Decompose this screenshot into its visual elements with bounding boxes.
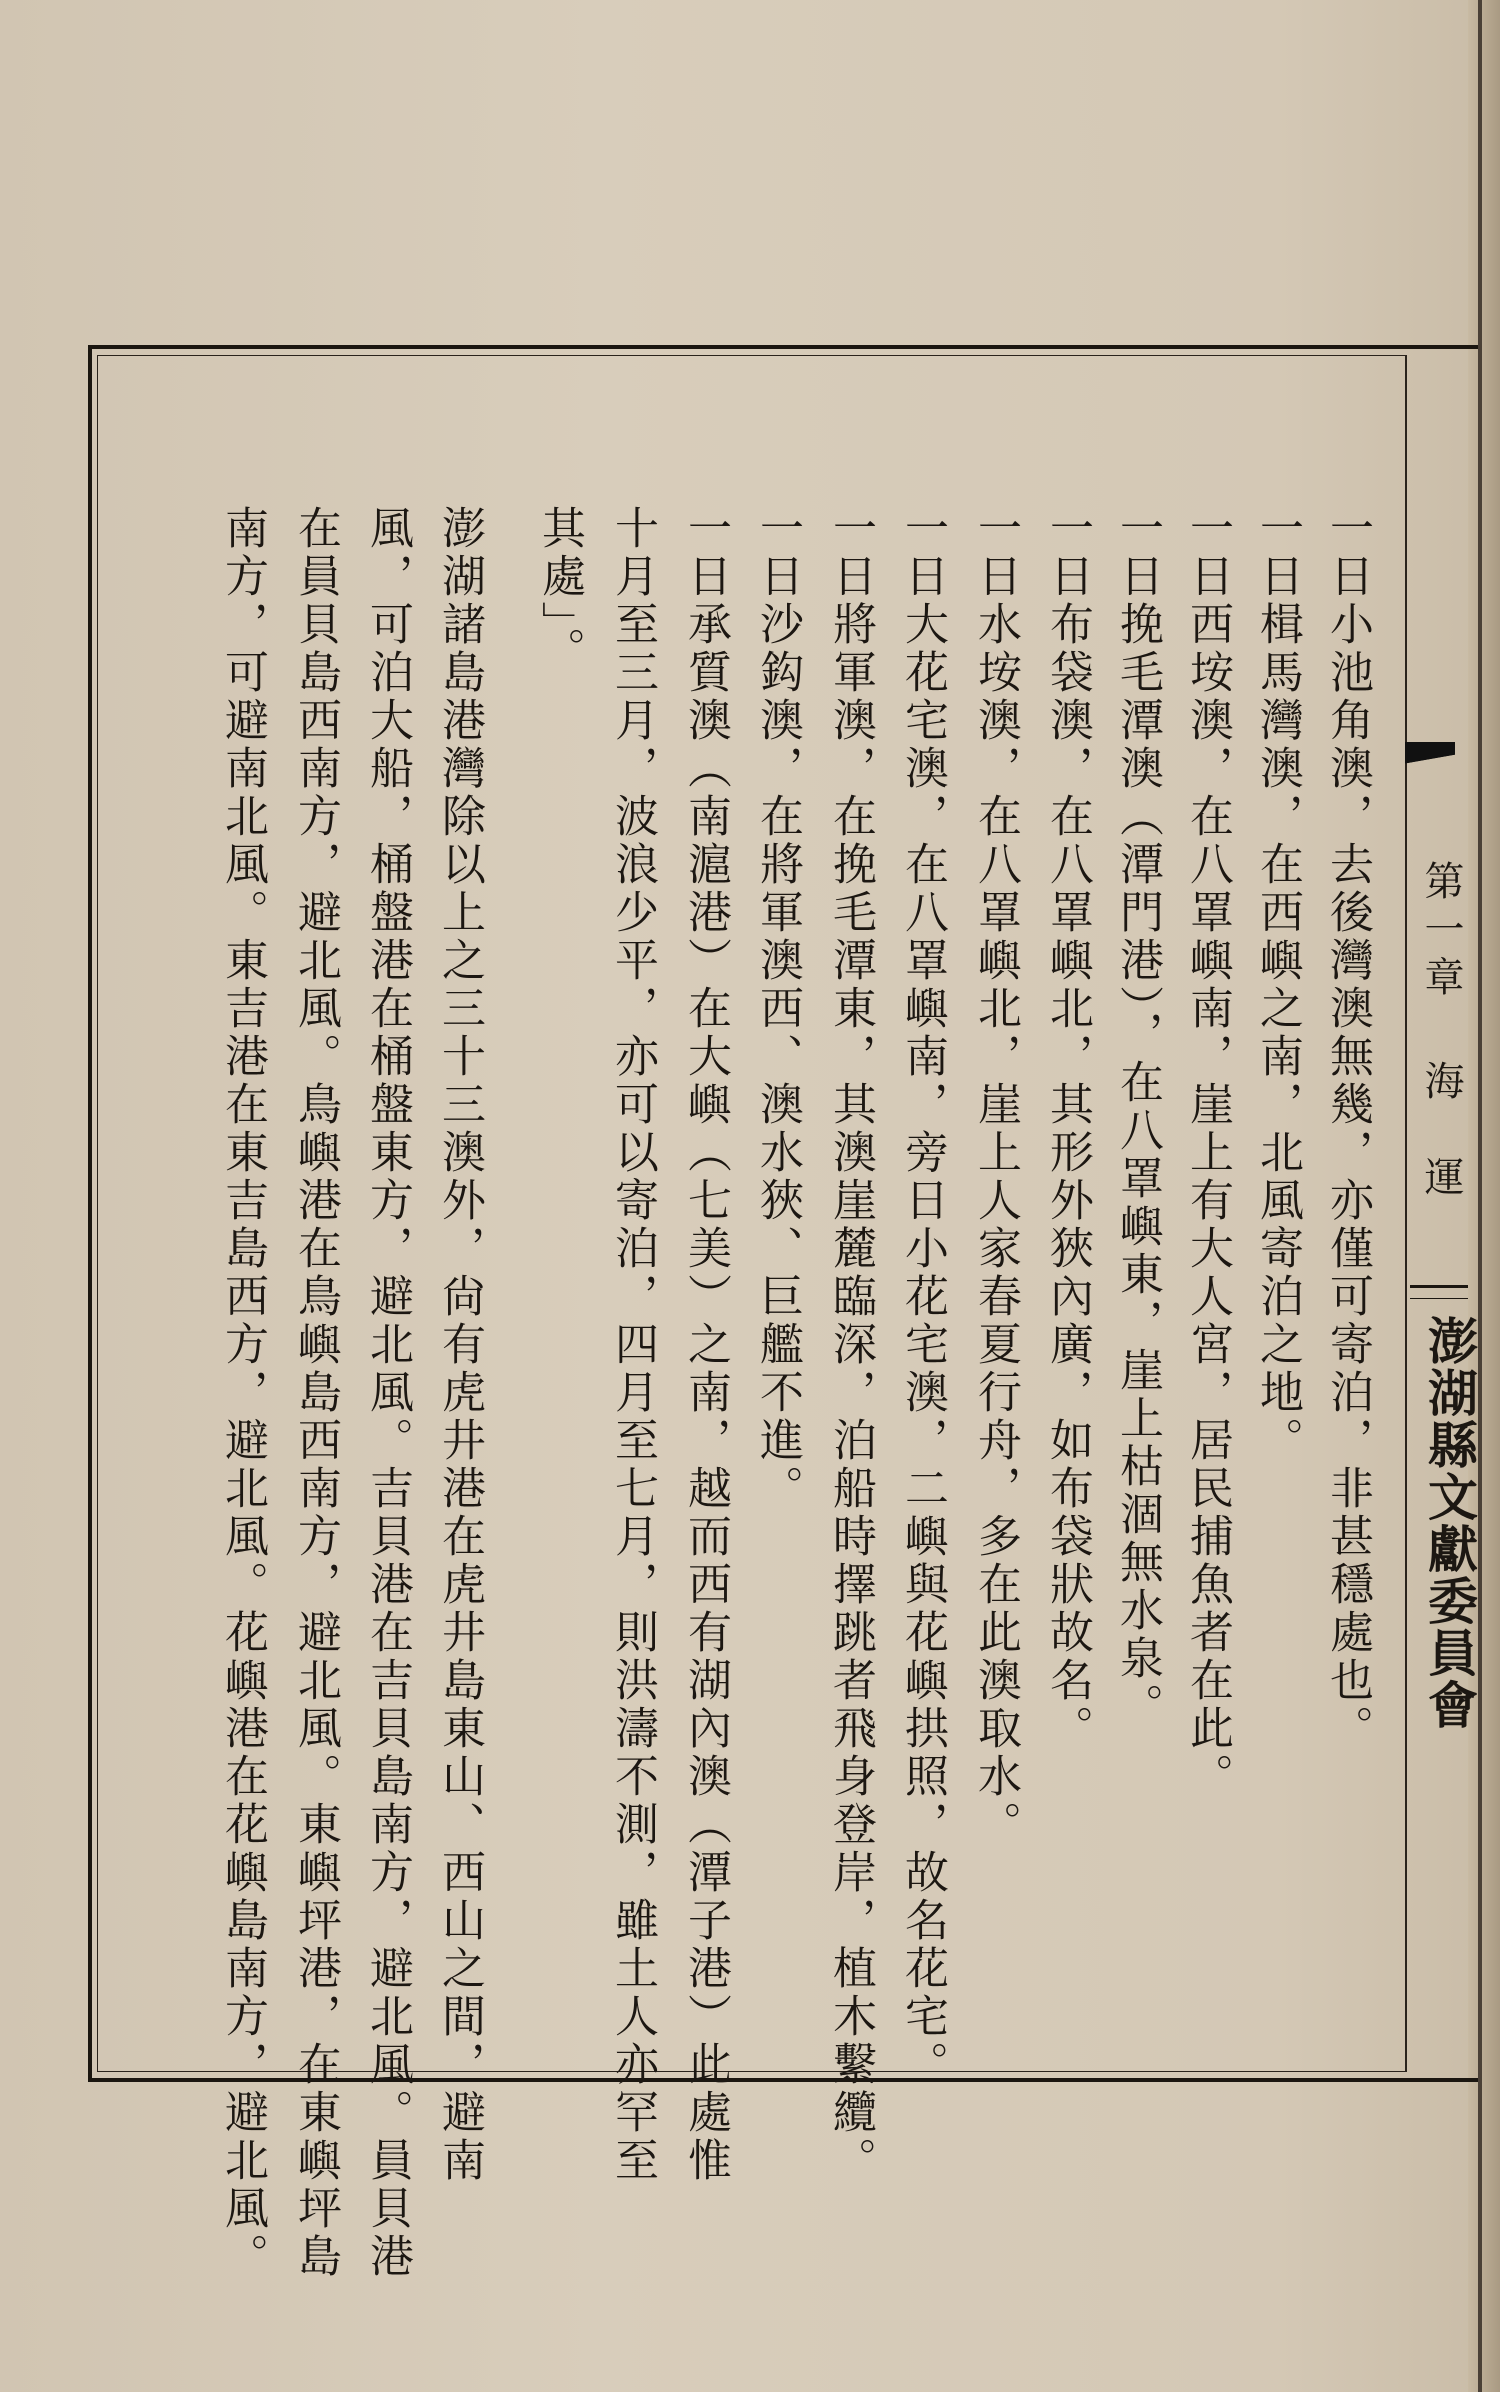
text-column: 在員貝島西南方，避北風。鳥嶼港在鳥嶼島西南方，避北風。東嶼坪港，在東嶼坪島 [290,505,341,2281]
text-column: 一日水垵澳，在八罩嶼北，崖上人家春夏行舟，多在此澳取水。 [970,505,1021,1849]
text-column: 風，可泊大船，桶盤港在桶盤東方，避北風。吉貝港在吉貝島南方，避北風。員貝港 [362,505,413,2281]
text-column: 澎湖諸島港灣除以上之三十三澳外，尙有虎井港在虎井島東山、西山之間，避南 [434,505,485,2185]
text-column: 一日挽毛潭澳（潭門港），在八罩嶼東，崖上枯涸無水泉。 [1112,505,1163,1731]
text-column: 一日楫馬灣澳，在西嶼之南，北風寄泊之地。 [1252,505,1303,1465]
text-column: 一日小池角澳，去後灣澳無幾，亦僅可寄泊，非甚穩處也。 [1322,505,1373,1753]
chapter-title: 第一章 [1418,860,1464,1004]
text-column: 一日沙鈎澳，在將軍澳西、澳水狹、巨艦不進。 [752,505,803,1513]
text-column: 一日承質澳（南滬港）在大嶼（七美）之南，越而西有湖內澳（潭子港）此處惟 [680,505,731,2185]
text-column: 一日西垵澳，在八罩嶼南，崖上有大人宮，居民捕魚者在此。 [1182,505,1233,1801]
text-column: 十月至三月，波浪少平，亦可以寄泊，四月至七月，則洪濤不測，雖土人亦罕至 [607,505,658,2185]
text-column: 一日布袋澳，在八罩嶼北，其形外狹內廣，如布袋狀故名。 [1042,505,1093,1753]
section-title: 海 運 [1418,1060,1464,1204]
margin-divider [1410,1285,1468,1299]
text-column: 一日大花宅澳，在八罩嶼南，旁日小花宅澳，二嶼與花嶼拱照，故名花宅。 [897,505,948,2089]
text-column: 其處」。 [534,505,585,675]
chapter-marker [1405,742,1455,772]
spine-fold-line [1478,0,1482,2392]
text-column: 一日將軍澳，在挽毛潭東，其澳崖麓臨深，泊船時擇跳者飛身登岸，植木繫纜。 [825,505,876,2185]
text-column: 南方，可避南北風。東吉港在東吉島西方，避北風。花嶼港在花嶼島南方，避北風。 [217,505,268,2281]
publisher-name: 澎湖縣文獻委員會 [1420,1315,1479,1731]
margin-rule [1405,355,1407,2072]
